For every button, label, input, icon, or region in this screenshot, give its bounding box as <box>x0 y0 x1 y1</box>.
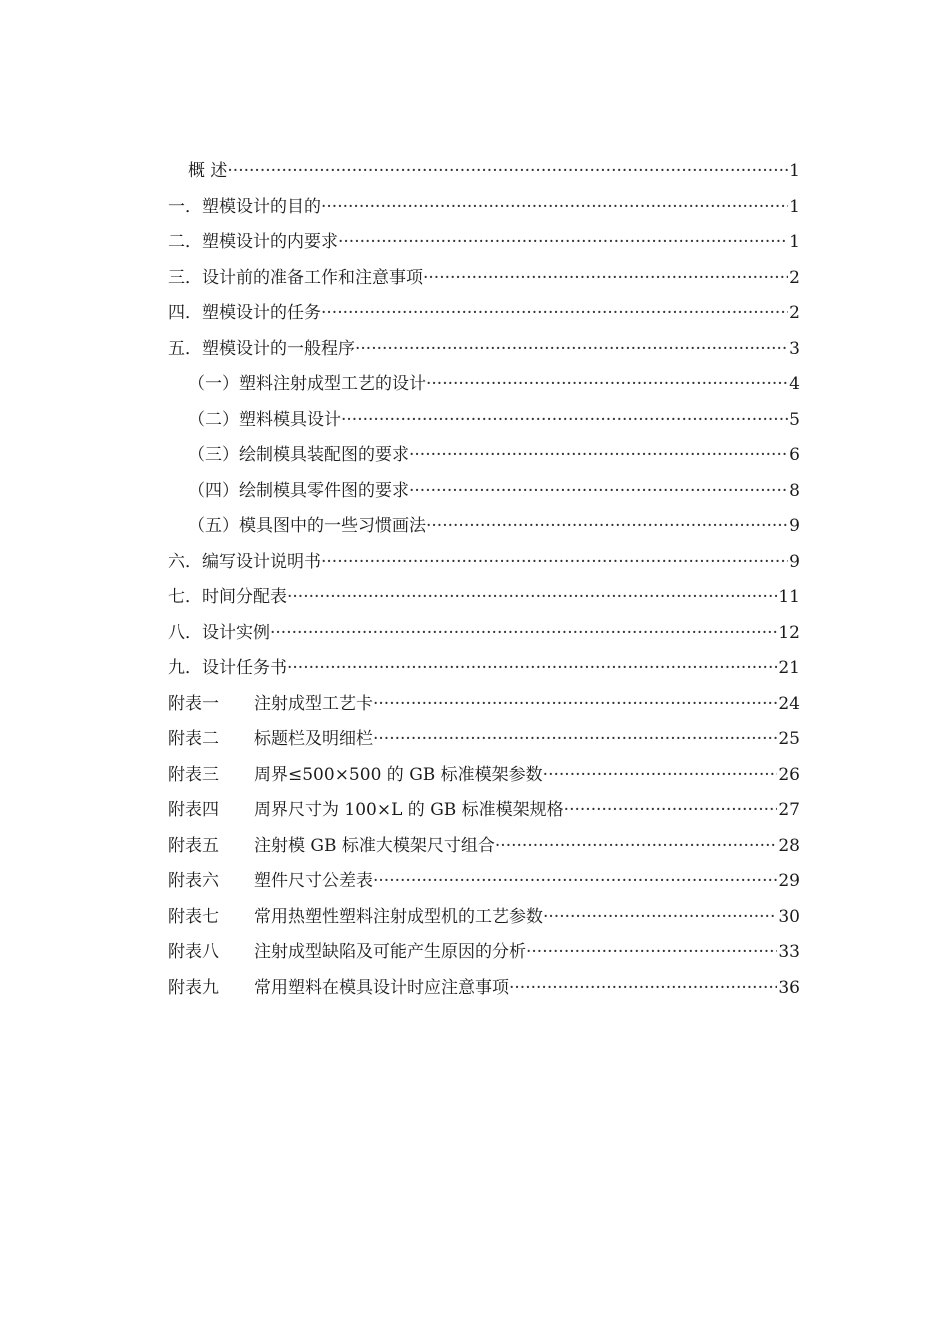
toc-entry-text: 概 述 <box>188 161 228 181</box>
toc-entry-page-number: 25 <box>778 729 800 749</box>
toc-leader-dots <box>509 971 777 1007</box>
toc-entry-page-number: 24 <box>778 693 800 714</box>
toc-entry[interactable] <box>168 793 800 829</box>
toc-entry-page-number: 9 <box>789 551 800 572</box>
toc-entry-page-number: 30 <box>778 906 800 927</box>
toc-entry-title <box>188 474 409 510</box>
toc-entry[interactable] <box>168 190 800 226</box>
toc-entry[interactable] <box>168 900 800 936</box>
toc-entry-text: 七．时间分配表 <box>168 587 287 607</box>
toc-entry-page-number: 6 <box>789 445 800 465</box>
toc-leader-dots <box>543 758 778 794</box>
toc-entry[interactable] <box>168 651 800 687</box>
toc-entry-prefix: 附表九 <box>168 977 219 998</box>
toc-leader-dots <box>409 474 788 510</box>
toc-leader-dots <box>526 935 777 971</box>
toc-leader-dots <box>338 225 788 261</box>
toc-entry-prefix: 附表二 <box>168 729 219 749</box>
toc-entry-title <box>168 793 564 829</box>
toc-leader-dots <box>426 509 788 545</box>
toc-entry-page-number: 28 <box>778 835 800 856</box>
toc-leader-dots <box>423 261 788 297</box>
toc-entry-text: 二．塑模设计的内要求 <box>168 232 338 252</box>
toc-entry-text: 标题栏及明细栏 <box>254 729 373 749</box>
toc-entry-page-number: 5 <box>789 409 800 430</box>
toc-entry-page-number: 2 <box>789 303 800 323</box>
toc-entry-prefix: 附表七 <box>168 906 219 927</box>
toc-entry-title <box>188 509 426 545</box>
toc-entry-title <box>168 651 287 687</box>
toc-entry-title <box>168 296 321 332</box>
toc-leader-dots <box>543 900 777 936</box>
toc-entry-text: （一）塑料注射成型工艺的设计 <box>188 374 426 394</box>
toc-entry-title <box>168 971 509 1007</box>
toc-entry-text: 注射成型工艺卡 <box>254 693 373 714</box>
toc-entry-text: 九．设计任务书 <box>168 658 287 678</box>
toc-entry-text: 三．设计前的准备工作和注意事项 <box>168 267 423 288</box>
toc-entry-title <box>168 758 543 794</box>
toc-entry-title <box>188 403 341 439</box>
toc-entry-text: 五．塑模设计的一般程序 <box>168 338 355 359</box>
toc-entry[interactable] <box>168 545 800 581</box>
toc-entry[interactable] <box>168 474 800 510</box>
toc-entry[interactable] <box>168 722 800 758</box>
toc-entry-page-number: 21 <box>778 658 800 678</box>
toc-entry[interactable] <box>168 971 800 1007</box>
toc-entry-page-number: 4 <box>789 374 800 394</box>
toc-entry[interactable] <box>168 438 800 474</box>
toc-entry[interactable] <box>168 332 800 368</box>
table-of-contents <box>168 154 800 1006</box>
toc-leader-dots <box>495 829 777 865</box>
toc-entry[interactable] <box>168 687 800 723</box>
toc-entry-title <box>168 580 287 616</box>
toc-entry-text: 周界≤500×500 的 GB 标准模架参数 <box>254 764 543 785</box>
toc-entry-text: 常用塑料在模具设计时应注意事项 <box>254 977 509 998</box>
toc-entry[interactable] <box>168 367 800 403</box>
toc-entry-text: （四）绘制模具零件图的要求 <box>188 480 409 501</box>
toc-leader-dots <box>373 687 777 723</box>
toc-entry-title <box>168 545 321 581</box>
toc-entry[interactable] <box>168 829 800 865</box>
toc-entry-page-number: 2 <box>789 267 800 288</box>
toc-entry-title <box>168 190 321 226</box>
toc-entry-prefix: 附表四 <box>168 800 219 820</box>
toc-entry-prefix: 附表五 <box>168 835 219 856</box>
toc-entry-text: 周界尺寸为 100×L 的 GB 标准模架规格 <box>254 800 564 820</box>
toc-entry-text: 八．设计实例 <box>168 622 270 643</box>
toc-entry-prefix: 附表三 <box>168 764 219 785</box>
toc-entry[interactable] <box>168 403 800 439</box>
toc-entry-page-number: 12 <box>778 622 800 643</box>
toc-entry-text: 注射成型缺陷及可能产生原因的分析 <box>254 942 526 962</box>
toc-leader-dots <box>321 296 788 332</box>
toc-entry-title <box>168 225 338 261</box>
toc-entry-text: 一．塑模设计的目的 <box>168 196 321 217</box>
toc-leader-dots <box>227 154 788 190</box>
toc-entry[interactable] <box>168 296 800 332</box>
toc-entry[interactable] <box>168 261 800 297</box>
toc-entry-title <box>168 261 423 297</box>
toc-leader-dots <box>564 793 778 829</box>
toc-entry[interactable] <box>168 225 800 261</box>
toc-entry-page-number: 29 <box>778 871 800 891</box>
toc-leader-dots <box>341 403 788 439</box>
toc-leader-dots <box>426 367 788 403</box>
toc-entry-page-number: 26 <box>778 764 800 785</box>
toc-leader-dots <box>373 864 777 900</box>
toc-entry-text: （三）绘制模具装配图的要求 <box>188 445 409 465</box>
toc-entry-text: 常用热塑性塑料注射成型机的工艺参数 <box>254 906 543 927</box>
toc-entry-title <box>188 154 227 190</box>
toc-leader-dots <box>270 616 777 652</box>
toc-entry-page-number: 1 <box>789 161 800 181</box>
toc-entry-page-number: 8 <box>789 480 800 501</box>
toc-entry-page-number: 33 <box>778 942 800 962</box>
toc-entry-prefix: 附表六 <box>168 871 219 891</box>
toc-entry[interactable] <box>168 509 800 545</box>
toc-entry-title <box>168 864 373 900</box>
toc-entry[interactable] <box>168 935 800 971</box>
toc-entry-title <box>168 332 355 368</box>
toc-entry-title <box>168 687 373 723</box>
toc-leader-dots <box>287 580 777 616</box>
toc-entry-text: 塑件尺寸公差表 <box>254 871 373 891</box>
toc-entry[interactable] <box>168 154 800 190</box>
toc-entry-prefix: 附表一 <box>168 693 219 714</box>
toc-leader-dots <box>355 332 788 368</box>
toc-leader-dots <box>321 190 788 226</box>
toc-entry-title <box>168 935 526 971</box>
toc-entry-page-number: 11 <box>778 587 800 607</box>
toc-entry-prefix: 附表八 <box>168 942 219 962</box>
toc-entry[interactable] <box>168 616 800 652</box>
toc-leader-dots <box>373 722 777 758</box>
toc-entry-title <box>168 900 543 936</box>
toc-entry-text: 六．编写设计说明书 <box>168 551 321 572</box>
toc-leader-dots <box>321 545 788 581</box>
toc-entry-page-number: 36 <box>778 977 800 998</box>
toc-leader-dots <box>409 438 788 474</box>
toc-entry-text: （五）模具图中的一些习惯画法 <box>188 516 426 536</box>
toc-entry-page-number: 1 <box>789 232 800 252</box>
toc-entry[interactable] <box>168 864 800 900</box>
toc-entry-title <box>168 829 495 865</box>
toc-entry-title <box>168 722 373 758</box>
toc-entry-title <box>188 367 426 403</box>
toc-leader-dots <box>287 651 777 687</box>
toc-entry-title <box>188 438 409 474</box>
toc-entry-page-number: 27 <box>778 800 800 820</box>
toc-entry-title <box>168 616 270 652</box>
toc-entry-page-number: 1 <box>789 196 800 217</box>
toc-entry[interactable] <box>168 758 800 794</box>
toc-entry[interactable] <box>168 580 800 616</box>
toc-entry-text: 注射模 GB 标准大模架尺寸组合 <box>254 835 495 856</box>
toc-entry-page-number: 9 <box>789 516 800 536</box>
toc-entry-text: 四．塑模设计的任务 <box>168 303 321 323</box>
toc-entry-text: （二）塑料模具设计 <box>188 409 341 430</box>
toc-entry-page-number: 3 <box>789 338 800 359</box>
